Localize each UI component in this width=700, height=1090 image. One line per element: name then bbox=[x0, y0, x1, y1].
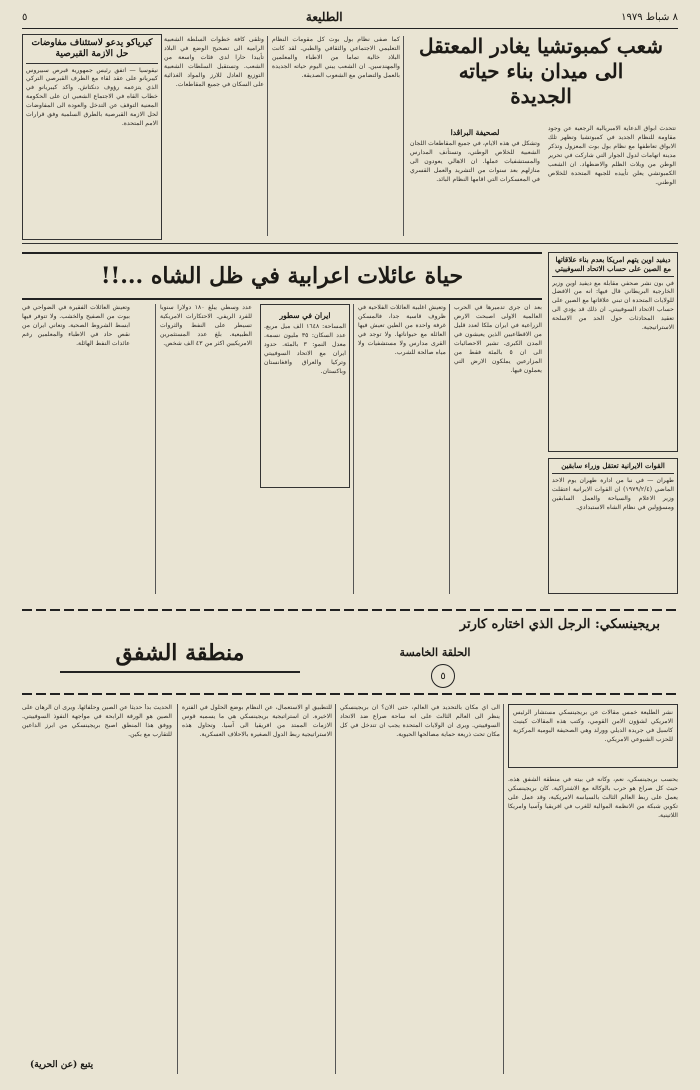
owen-article bbox=[548, 252, 678, 452]
mid-col-4: عدد وسطي يبلغ ١٨٠ دولارا سنويا للفرد الريفي. الاحتكارات الامريكية تسيطر على النفط والثروات الطبيعية. بلغ عدد المستثمرين الامريكيين اكثر من ٤٣ الف شخص. bbox=[160, 304, 252, 347]
bottom-col-3: للتطبيق او الاستعمال، عن النظام بوضع الحلول في الفترة الاخيرة. ان استراتيجية بريجينسكي هي ما يسميه قوس الازمات الممتد من افريقيا الى آسيا. وتحاول هذه الاستراتيجية ربط الدول الصغيرة بالاحلاف العسكرية. bbox=[182, 704, 332, 738]
cyprus-body: نيقوسيا — اتفق رئيس جمهورية قبرص سبيروس كيبريانو على عقد لقاء مع الطرف القبرصي التركي الذي يتزعمه رؤوف دنكتاش. واكد كيبريانو في خطاب القاه في الاجتماع الشعبي ان على الحكومة المعنية التوقف عن التدخل والعودة الى المفاوضات لحل الازمة القبرصية بالطرق السلمية وفق قرارات الامم المتحدة. bbox=[26, 66, 158, 128]
lead-headline-line3: الجديدة bbox=[510, 84, 572, 108]
masthead: الطليعة bbox=[305, 10, 343, 24]
mid-col-1: بعد ان جرى تدميرها في الحرب العالمية الاولى اصبحت الارض الزراعية في ايران ملكا لعدد قليل من الاقطاعيين الذين يعيشون في المدن الكبرى. تشير الاحصائيات الى ان ٥ بالمئة فقط من المزارعين يملكون الارض التي يعملون فيها. bbox=[454, 304, 542, 374]
page-date: ٨ شباط ١٩٧٩ bbox=[621, 11, 678, 23]
cyprus-headline: كيرياكو يدعو لاستئناف مفاوضات bbox=[31, 38, 153, 48]
section-divider-bottom bbox=[22, 690, 678, 698]
episode-number: ٥ bbox=[440, 670, 446, 682]
iran-ministers-article bbox=[548, 458, 678, 594]
bottom-col-2: الى اي مكان بالتحديد في العالم، حتى الان؟ ان بريجينسكي ينظر الى العالم الثالث على انه ساحة صراع ضد الاتحاد السوفييتي. ويرى ان الولايات المتحدة يجب ان تتدخل في كل مكان تحت ذريعة حماية مصالحها الحيوية. bbox=[340, 704, 500, 738]
episode-number-badge bbox=[431, 664, 455, 688]
continued-note: يتبع (عن الحرية) bbox=[30, 1060, 94, 1070]
lead-col-d: وتلقى كافة خطوات السلطة الشعبية الرامية الى تصحيح الوضع في البلاد تأييدا حارا لدى فئات واسعة من الشعب. وتستقبل السلطات الشعبية التوزيع العادل للارز والمواد الغذائية على السكان في جميع المقاطعات. bbox=[164, 36, 264, 88]
lead-byline: لصحيفة البراڤدا bbox=[450, 128, 500, 137]
intro-box bbox=[508, 704, 678, 768]
lead-col-c: كما صفى نظام بول بوت كل مقومات النظام التعليمي الاجتماعي والثقافي والطبي. لقد كانت البلاد خالية تماما من الاطباء والمعلمين والمهندسين. ان الشعب يبني اليوم حياته الجديدة بالعمل والتضامن مع الشعوب الصديقة. bbox=[272, 36, 400, 79]
bottom-col-4: الحديث بدأ حديثا عن الصين وحلفائها. ويرى ان الرهان على الصين هو الورقة الرابحة في مواجهة النفوذ السوفييتي. ووفق هذا المنطق اصبح بريجينسكي من ابرز الداعين للتقارب مع بكين. bbox=[22, 704, 172, 738]
lead-headline-line2: الى ميدان بناء حياته bbox=[458, 59, 624, 83]
lead-col-b: وتشكل في هذه الايام، في جميع المقاطعات اللجان الشعبية للخلاص الوطني، وتستأنف المدارس والمستشفيات عملها. ان الاهالي يعودون الى منازلهم بعد سنوات من التشريد والعمل القسري في المعسكرات التي اقامها النظام البائد. bbox=[410, 140, 540, 183]
mid-col-5: وتعيش العائلات الفقيرة في الضواحي في بيوت من الصفيح والخشب. ولا تتوفر فيها ابسط الشروط الصحية. وتعاني ايران من نقص حاد في الاطباء والمعلمين رغم عائدات النفط الهائلة. bbox=[22, 304, 130, 347]
lead-col-a: تتحدث ابواق الدعاية الامبريالية الرجعية عن وجود مقاومة للنظام الجديد في كمبوتشيا وتظهر تلك الابواق تعاطفها مع نظام بول بوت المعزول وتذكر مدينة اتهامات لدول الجوار التي شاركت في تحرير الوطن من ويلات الظلم والاضطهاد. ان الشعب الكمبوتشي يعلن تأييده للجبهة المتحدة للخلاص الوطني. bbox=[548, 125, 676, 186]
iran-ministers-body: طهران — في نبأ من ادارة طهران يوم الاحد الماضي (١٩٧٩/٢/٤) ان القوات الايرانية اعتقلت وزير الاعلام والسياحة والعمل السابقين ومسؤولين في نظام الشاه الاستبدادي. bbox=[552, 476, 674, 511]
mid-col-2: وتعيش اغلبية العائلات الفلاحية في ظروف قاسية جدا، فالمسكن غرفة واحدة من الطين تعيش فيها العائلة مع حيواناتها. ولا توجد في القرى مدارس ولا مستشفيات ولا مياه صالحة للشرب. bbox=[358, 304, 446, 356]
lead-headline-line1: شعب كمبوتشيا يغادر المعتقل bbox=[419, 34, 663, 58]
intro-text: نشر الطليعة خمس مقالات عن بريجينسكي مستشار الرئيس الامريكي لشؤون الامن القومي، وكتب هذه المقالات كينيث كاسيل في جريدة الديلي وورلد وهي الصحيفة اليومية المركزية للحزب الشيوعي الامريكي. bbox=[513, 709, 673, 743]
owen-headline: ديفيد اوين يتهم امريكا بعدم بناء علاقاتها مع الصين على حساب الاتحاد السوفييتي bbox=[552, 256, 674, 277]
iran-facts-body: المساحة: ١٦٤٨ الف ميل مربع. عدد السكان: ٣٥ مليون نسمة. معدل النمو: ٣ بالمئة. حدود ايران مع الاتحاد السوفييتي وتركيا والعراق وافغانستان وباكستان. bbox=[264, 323, 346, 375]
cyprus-article bbox=[22, 34, 162, 240]
middle-banner-text: حياة عائلات اعرابية في ظل الشاه ...!! bbox=[100, 263, 464, 289]
iran-ministers-headline: القوات الايرانية تعتقل وزراء سابقين bbox=[552, 462, 674, 474]
page-header bbox=[22, 6, 678, 29]
series-title: بريجينسكي: الرجل الذي اختاره كارتر bbox=[459, 617, 660, 632]
episode-label: الحلقة الخامسة bbox=[399, 646, 471, 659]
cyprus-subhead: حل الازمة القبرصية bbox=[26, 49, 158, 63]
section-divider-top bbox=[22, 606, 678, 614]
bottom-headline: منطقة الشفق bbox=[60, 640, 300, 673]
iran-facts-box bbox=[260, 304, 350, 488]
iran-facts-title: ايران في سطور bbox=[279, 311, 331, 320]
middle-banner bbox=[22, 252, 542, 300]
bottom-col-1: يحسب بريجينسكي، نعم، وكانه في بيته في منطقة الشفق هذه. حيث كل صراع هو حرب بالوكالة مع الاشتراكية. كان بريجينسكي يعمل على ربط العالم الثالث بالسياسة الامريكية، وقد عمل على تكوين شبكة من الانظمة الموالية للغرب في افريقيا وآسيا وامريكا اللاتينية. bbox=[508, 776, 678, 819]
owen-body: في بون نشر صحفي مقابلة مع ديفيد اوين وزير الخارجية البريطاني قال فيها: انه من الافضل للولايات المتحدة ان تبني علاقاتها مع الصين على حساب الاتحاد السوفييتي. ان ذلك قد يؤدي الى تعقيد المحادثات حول الحد من الاسلحة الاستراتيجية. bbox=[552, 279, 674, 332]
lead-headline bbox=[406, 34, 676, 109]
page-number: ٥ bbox=[22, 11, 28, 23]
